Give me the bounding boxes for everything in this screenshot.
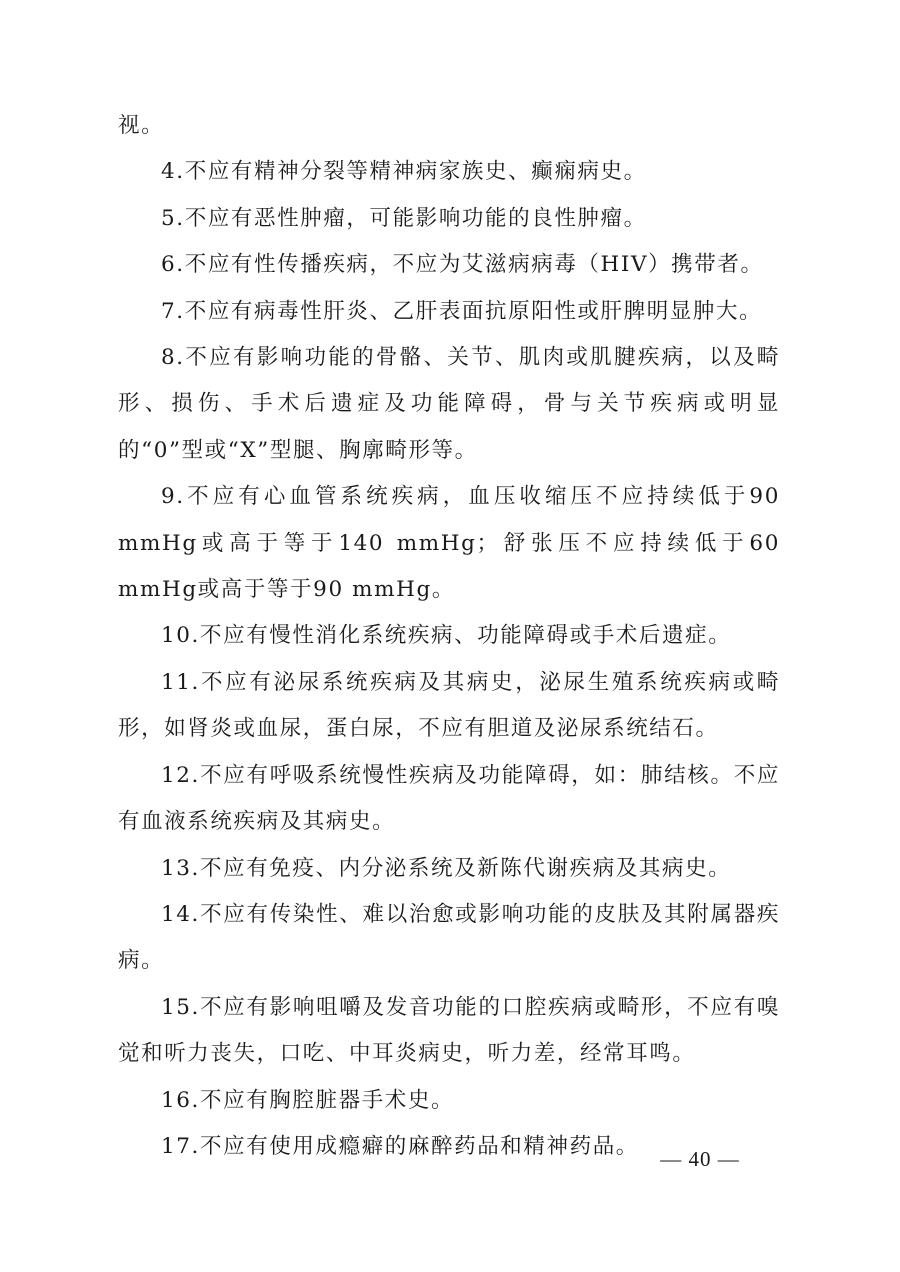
paragraph-item-6: 6.不应有性传播疾病，不应为艾滋病病毒（HIV）携带者。 — [161, 252, 764, 278]
paragraph-item-14: 14.不应有传染性、难以治愈或影响功能的皮肤及其附属器疾病。 — [118, 901, 780, 974]
paragraph-item-16: 16.不应有胸腔脏器手术史。 — [161, 1087, 455, 1113]
document-body — [118, 103, 780, 1170]
page-number: — 40 — — [660, 1147, 740, 1171]
paragraph-item-10: 10.不应有慢性消化系统疾病、功能障碍或手术后遗症。 — [161, 623, 732, 649]
paragraph-item-15: 15.不应有影响咀嚼及发音功能的口腔疾病或畸形，不应有嗅觉和听力丧失，口吃、中耳炎病史，听力差，经常耳鸣。 — [118, 994, 780, 1067]
paragraph-item-11: 11.不应有泌尿系统疾病及其病史，泌尿生殖系统疾病或畸形，如肾炎或血尿，蛋白尿，不应有胆道及泌尿系统结石。 — [118, 669, 780, 742]
paragraph-continuation: 视。 — [118, 113, 165, 138]
paragraph-item-12: 12.不应有呼吸系统慢性疾病及功能障碍，如：肺结核。不应有血液系统疾病及其病史。 — [118, 762, 780, 835]
paragraph-item-7: 7.不应有病毒性肝炎、乙肝表面抗原阳性或肝脾明显肿大。 — [161, 298, 763, 324]
paragraph-item-4: 4.不应有精神分裂等精神病家族史、癫痫病史。 — [161, 159, 647, 185]
paragraph-item-9: 9.不应有心血管系统疾病，血压收缩压不应持续低于90 mmHg或高于等于140 mmHg；舒张压不应持续低于60 mmHg或高于等于90 mmHg。 — [118, 484, 780, 603]
paragraph-item-13: 13.不应有免疫、内分泌系统及新陈代谢疾病及其病史。 — [161, 855, 732, 881]
paragraph-item-17: 17.不应有使用成瘾癖的麻醉药品和精神药品。 — [161, 1133, 639, 1159]
paragraph-item-5: 5.不应有恶性肿瘤，可能影响功能的良性肿瘤。 — [161, 205, 647, 231]
paragraph-item-8: 8.不应有影响功能的骨骼、关节、肌肉或肌腱疾病，以及畸形、损伤、手术后遗症及功能障碍，骨与关节疾病或明显的“0”型或“X”型腿、胸廓畸形等。 — [118, 345, 780, 463]
